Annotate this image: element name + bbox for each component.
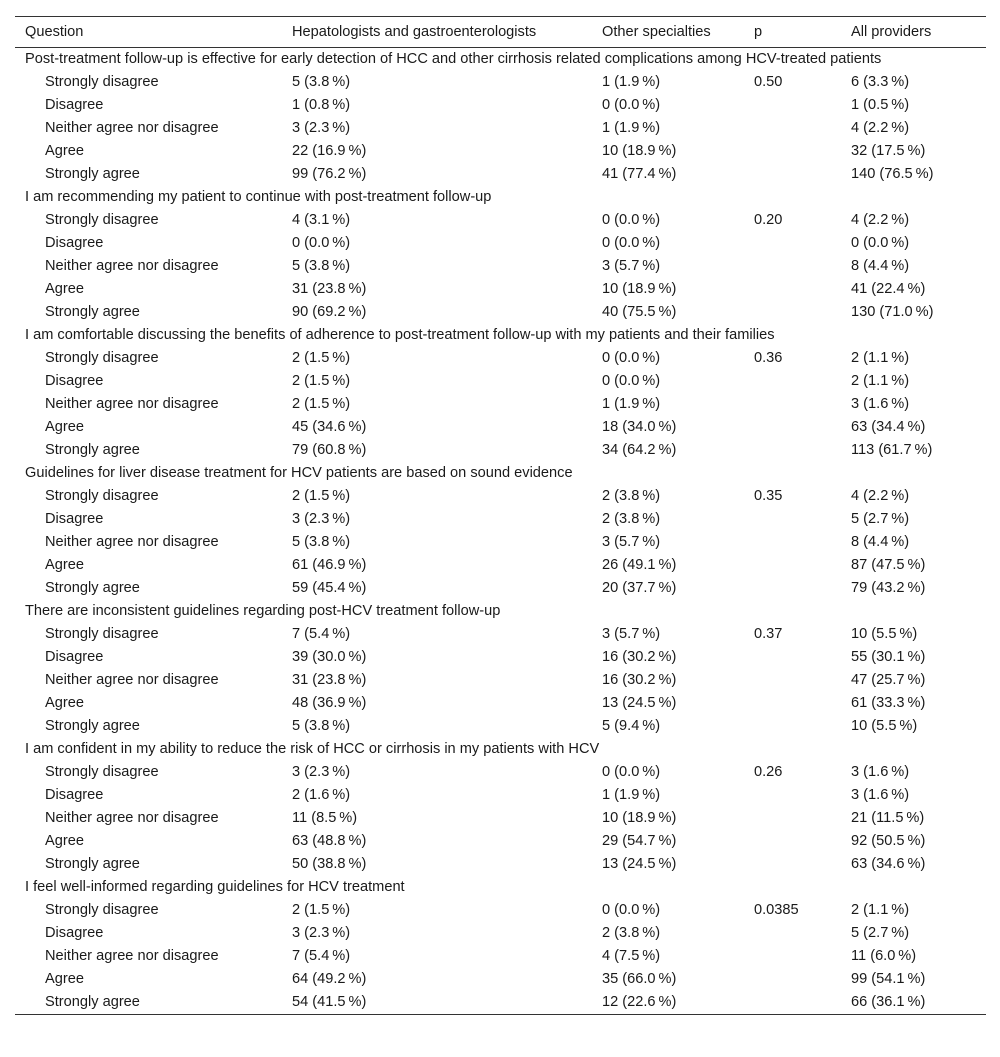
other-specialties-value: 0 (0.0 %) <box>602 97 661 113</box>
other-specialties-value: 4 (7.5 %) <box>602 948 661 964</box>
response-label: Strongly disagree <box>45 74 159 90</box>
table-row <box>15 899 986 922</box>
all-providers-value: 55 (30.1 %) <box>851 649 926 665</box>
hepatologists-value: 54 (41.5 %) <box>292 994 367 1010</box>
table-row <box>15 669 986 692</box>
all-providers-value: 2 (1.1 %) <box>851 902 910 918</box>
other-specialties-value: 18 (34.0 %) <box>602 419 677 435</box>
response-label: Disagree <box>45 649 104 665</box>
other-specialties-value: 0 (0.0 %) <box>602 764 661 780</box>
table-row <box>15 485 986 508</box>
all-providers-value: 3 (1.6 %) <box>851 764 910 780</box>
other-specialties-value: 0 (0.0 %) <box>602 350 661 366</box>
response-label: Strongly agree <box>45 718 140 734</box>
table-row <box>15 715 986 738</box>
hepatologists-value: 64 (49.2 %) <box>292 971 367 987</box>
p-value <box>744 140 841 163</box>
p-value <box>744 968 841 991</box>
all-providers-value: 3 (1.6 %) <box>851 787 910 803</box>
all-providers-value: 113 (61.7 %) <box>851 442 933 458</box>
all-providers-value: 0 (0.0 %) <box>851 235 910 251</box>
p-value <box>744 945 841 968</box>
table-row <box>15 255 986 278</box>
hepatologists-value: 63 (48.8 %) <box>292 833 367 849</box>
question-text: There are inconsistent guidelines regarding post-HCV treatment follow-up <box>25 603 501 619</box>
hepatologists-value: 2 (1.6 %) <box>292 787 351 803</box>
p-value: 0.0385 <box>754 902 799 918</box>
other-specialties-value: 3 (5.7 %) <box>602 258 661 274</box>
table-row <box>15 508 986 531</box>
other-specialties-value: 0 (0.0 %) <box>602 212 661 228</box>
hepatologists-value: 5 (3.8 %) <box>292 74 351 90</box>
response-label: Strongly disagree <box>45 626 159 642</box>
other-specialties-value: 2 (3.8 %) <box>602 511 661 527</box>
other-specialties-value: 16 (30.2 %) <box>602 672 677 688</box>
other-specialties-value: 0 (0.0 %) <box>602 373 661 389</box>
table-row <box>15 577 986 600</box>
response-label: Strongly disagree <box>45 902 159 918</box>
table-row <box>15 784 986 807</box>
table-row <box>15 232 986 255</box>
p-value: 0.36 <box>754 350 783 366</box>
all-providers-value: 66 (36.1 %) <box>851 994 926 1010</box>
question-row <box>15 600 986 623</box>
other-specialties-value: 10 (18.9 %) <box>602 281 677 297</box>
all-providers-value: 10 (5.5 %) <box>851 626 918 642</box>
response-label: Agree <box>45 971 84 987</box>
all-providers-value: 87 (47.5 %) <box>851 557 926 573</box>
hepatologists-value: 90 (69.2 %) <box>292 304 367 320</box>
response-label: Agree <box>45 557 84 573</box>
hepatologists-value: 61 (46.9 %) <box>292 557 367 573</box>
question-text: I am confident in my ability to reduce the risk of HCC or cirrhosis in my patients with HCV <box>25 741 600 757</box>
question-row <box>15 738 986 761</box>
all-providers-value: 5 (2.7 %) <box>851 511 910 527</box>
response-label: Neither agree nor disagree <box>45 120 219 136</box>
p-value: 0.50 <box>754 74 783 90</box>
response-label: Disagree <box>45 925 104 941</box>
all-providers-value: 92 (50.5 %) <box>851 833 926 849</box>
other-specialties-value: 26 (49.1 %) <box>602 557 677 573</box>
other-specialties-value: 20 (37.7 %) <box>602 580 677 596</box>
table-row <box>15 945 986 968</box>
table-row <box>15 968 986 991</box>
response-label: Agree <box>45 419 84 435</box>
p-value <box>744 830 841 853</box>
table-body <box>15 48 986 1015</box>
all-providers-value: 63 (34.4 %) <box>851 419 926 435</box>
table-row <box>15 209 986 232</box>
hepatologists-value: 50 (38.8 %) <box>292 856 367 872</box>
table-row <box>15 370 986 393</box>
other-specialties-value: 3 (5.7 %) <box>602 534 661 550</box>
p-value <box>744 94 841 117</box>
response-label: Strongly agree <box>45 304 140 320</box>
all-providers-value: 6 (3.3 %) <box>851 74 910 90</box>
table-row <box>15 853 986 876</box>
hepatologists-value: 99 (76.2 %) <box>292 166 367 182</box>
table-row <box>15 646 986 669</box>
p-value: 0.35 <box>754 488 783 504</box>
p-value <box>744 278 841 301</box>
question-text: I feel well-informed regarding guidelines for HCV treatment <box>25 879 405 895</box>
response-label: Disagree <box>45 373 104 389</box>
all-providers-value: 79 (43.2 %) <box>851 580 926 596</box>
table-row <box>15 830 986 853</box>
all-providers-value: 63 (34.6 %) <box>851 856 926 872</box>
table-container <box>15 16 986 1015</box>
header-p-value: p <box>754 24 763 40</box>
survey-results-table <box>15 16 986 1015</box>
other-specialties-value: 1 (1.9 %) <box>602 396 661 412</box>
all-providers-value: 4 (2.2 %) <box>851 120 910 136</box>
all-providers-value: 21 (11.5 %) <box>851 810 925 826</box>
response-label: Agree <box>45 833 84 849</box>
other-specialties-value: 2 (3.8 %) <box>602 488 661 504</box>
question-row <box>15 324 986 347</box>
all-providers-value: 8 (4.4 %) <box>851 534 910 550</box>
response-label: Neither agree nor disagree <box>45 810 219 826</box>
response-label: Strongly agree <box>45 856 140 872</box>
response-label: Disagree <box>45 235 104 251</box>
hepatologists-value: 3 (2.3 %) <box>292 764 351 780</box>
other-specialties-value: 29 (54.7 %) <box>602 833 677 849</box>
hepatologists-value: 2 (1.5 %) <box>292 488 351 504</box>
p-value <box>744 255 841 278</box>
p-value <box>744 922 841 945</box>
response-label: Neither agree nor disagree <box>45 258 219 274</box>
p-value: 0.26 <box>754 764 783 780</box>
hepatologists-value: 0 (0.0 %) <box>292 235 351 251</box>
p-value <box>744 646 841 669</box>
p-value <box>744 439 841 462</box>
response-label: Agree <box>45 281 84 297</box>
response-label: Strongly disagree <box>45 350 159 366</box>
table-row <box>15 692 986 715</box>
table-row <box>15 554 986 577</box>
response-label: Neither agree nor disagree <box>45 948 219 964</box>
other-specialties-value: 16 (30.2 %) <box>602 649 677 665</box>
other-specialties-value: 3 (5.7 %) <box>602 626 661 642</box>
all-providers-value: 130 (71.0 %) <box>851 304 934 320</box>
hepatologists-value: 59 (45.4 %) <box>292 580 367 596</box>
hepatologists-value: 31 (23.8 %) <box>292 281 367 297</box>
question-row <box>15 876 986 899</box>
hepatologists-value: 3 (2.3 %) <box>292 925 351 941</box>
table-row <box>15 140 986 163</box>
all-providers-value: 140 (76.5 %) <box>851 166 934 182</box>
question-row <box>15 186 986 209</box>
table-row <box>15 991 986 1015</box>
other-specialties-value: 34 (64.2 %) <box>602 442 677 458</box>
p-value <box>744 393 841 416</box>
other-specialties-value: 0 (0.0 %) <box>602 235 661 251</box>
table-row <box>15 301 986 324</box>
header-row <box>15 17 986 48</box>
p-value <box>744 301 841 324</box>
p-value: 0.20 <box>754 212 783 228</box>
hepatologists-value: 7 (5.4 %) <box>292 948 351 964</box>
hepatologists-value: 45 (34.6 %) <box>292 419 367 435</box>
other-specialties-value: 1 (1.9 %) <box>602 74 661 90</box>
table-row <box>15 347 986 370</box>
table-row <box>15 71 986 94</box>
header-all-providers: All providers <box>851 24 932 40</box>
hepatologists-value: 5 (3.8 %) <box>292 534 351 550</box>
table-row <box>15 922 986 945</box>
other-specialties-value: 13 (24.5 %) <box>602 695 677 711</box>
hepatologists-value: 5 (3.8 %) <box>292 718 351 734</box>
response-label: Neither agree nor disagree <box>45 396 219 412</box>
hepatologists-value: 39 (30.0 %) <box>292 649 367 665</box>
response-label: Agree <box>45 143 84 159</box>
other-specialties-value: 0 (0.0 %) <box>602 902 661 918</box>
table-row <box>15 163 986 186</box>
hepatologists-value: 11 (8.5 %) <box>292 810 358 826</box>
response-label: Neither agree nor disagree <box>45 534 219 550</box>
table-row <box>15 416 986 439</box>
other-specialties-value: 1 (1.9 %) <box>602 787 661 803</box>
question-text: Guidelines for liver disease treatment for HCV patients are based on sound evidence <box>25 465 573 481</box>
other-specialties-value: 1 (1.9 %) <box>602 120 661 136</box>
table-row <box>15 278 986 301</box>
p-value: 0.37 <box>754 626 783 642</box>
p-value <box>744 508 841 531</box>
hepatologists-value: 79 (60.8 %) <box>292 442 367 458</box>
table-row <box>15 439 986 462</box>
all-providers-value: 8 (4.4 %) <box>851 258 910 274</box>
response-label: Strongly agree <box>45 994 140 1010</box>
p-value <box>744 807 841 830</box>
other-specialties-value: 2 (3.8 %) <box>602 925 661 941</box>
hepatologists-value: 7 (5.4 %) <box>292 626 351 642</box>
response-label: Disagree <box>45 511 104 527</box>
hepatologists-value: 2 (1.5 %) <box>292 350 351 366</box>
p-value <box>744 991 841 1015</box>
response-label: Strongly disagree <box>45 212 159 228</box>
question-row <box>15 48 986 72</box>
other-specialties-value: 41 (77.4 %) <box>602 166 677 182</box>
p-value <box>744 692 841 715</box>
table-row <box>15 623 986 646</box>
hepatologists-value: 2 (1.5 %) <box>292 902 351 918</box>
header-question: Question <box>25 24 84 40</box>
table-row <box>15 94 986 117</box>
hepatologists-value: 2 (1.5 %) <box>292 373 351 389</box>
header-other-specialties: Other specialties <box>602 24 711 40</box>
hepatologists-value: 5 (3.8 %) <box>292 258 351 274</box>
response-label: Disagree <box>45 97 104 113</box>
other-specialties-value: 12 (22.6 %) <box>602 994 677 1010</box>
response-label: Disagree <box>45 787 104 803</box>
response-label: Neither agree nor disagree <box>45 672 219 688</box>
hepatologists-value: 3 (2.3 %) <box>292 511 351 527</box>
p-value <box>744 163 841 186</box>
p-value <box>744 370 841 393</box>
p-value <box>744 531 841 554</box>
hepatologists-value: 22 (16.9 %) <box>292 143 367 159</box>
p-value <box>744 577 841 600</box>
hepatologists-value: 31 (23.8 %) <box>292 672 367 688</box>
all-providers-value: 10 (5.5 %) <box>851 718 918 734</box>
p-value <box>744 117 841 140</box>
p-value <box>744 784 841 807</box>
question-text: Post-treatment follow-up is effective for early detection of HCC and other cirrhosis related complications among HCV-treated patients <box>25 51 882 67</box>
table-row <box>15 531 986 554</box>
p-value <box>744 554 841 577</box>
all-providers-value: 5 (2.7 %) <box>851 925 910 941</box>
response-label: Strongly disagree <box>45 764 159 780</box>
response-label: Agree <box>45 695 84 711</box>
question-row <box>15 462 986 485</box>
table-row <box>15 117 986 140</box>
hepatologists-value: 1 (0.8 %) <box>292 97 351 113</box>
hepatologists-value: 48 (36.9 %) <box>292 695 367 711</box>
table-row <box>15 807 986 830</box>
table-row <box>15 393 986 416</box>
p-value <box>744 232 841 255</box>
all-providers-value: 2 (1.1 %) <box>851 350 910 366</box>
response-label: Strongly agree <box>45 580 140 596</box>
other-specialties-value: 10 (18.9 %) <box>602 143 677 159</box>
p-value <box>744 669 841 692</box>
response-label: Strongly agree <box>45 442 140 458</box>
all-providers-value: 47 (25.7 %) <box>851 672 926 688</box>
other-specialties-value: 35 (66.0 %) <box>602 971 677 987</box>
all-providers-value: 2 (1.1 %) <box>851 373 910 389</box>
question-text: I am recommending my patient to continue with post-treatment follow-up <box>25 189 492 205</box>
p-value <box>744 416 841 439</box>
other-specialties-value: 13 (24.5 %) <box>602 856 677 872</box>
hepatologists-value: 3 (2.3 %) <box>292 120 351 136</box>
all-providers-value: 61 (33.3 %) <box>851 695 926 711</box>
hepatologists-value: 2 (1.5 %) <box>292 396 351 412</box>
p-value <box>744 853 841 876</box>
all-providers-value: 11 (6.0 %) <box>851 948 917 964</box>
other-specialties-value: 40 (75.5 %) <box>602 304 677 320</box>
response-label: Strongly agree <box>45 166 140 182</box>
header-hepatologists: Hepatologists and gastroenterologists <box>292 24 537 40</box>
all-providers-value: 41 (22.4 %) <box>851 281 926 297</box>
all-providers-value: 1 (0.5 %) <box>851 97 910 113</box>
all-providers-value: 4 (2.2 %) <box>851 488 910 504</box>
table-row <box>15 761 986 784</box>
all-providers-value: 32 (17.5 %) <box>851 143 926 159</box>
other-specialties-value: 10 (18.9 %) <box>602 810 677 826</box>
question-text: I am comfortable discussing the benefits of adherence to post-treatment follow-up with my patients and their families <box>25 327 775 343</box>
p-value <box>744 715 841 738</box>
other-specialties-value: 5 (9.4 %) <box>602 718 661 734</box>
all-providers-value: 3 (1.6 %) <box>851 396 910 412</box>
hepatologists-value: 4 (3.1 %) <box>292 212 351 228</box>
all-providers-value: 4 (2.2 %) <box>851 212 910 228</box>
all-providers-value: 99 (54.1 %) <box>851 971 926 987</box>
response-label: Strongly disagree <box>45 488 159 504</box>
